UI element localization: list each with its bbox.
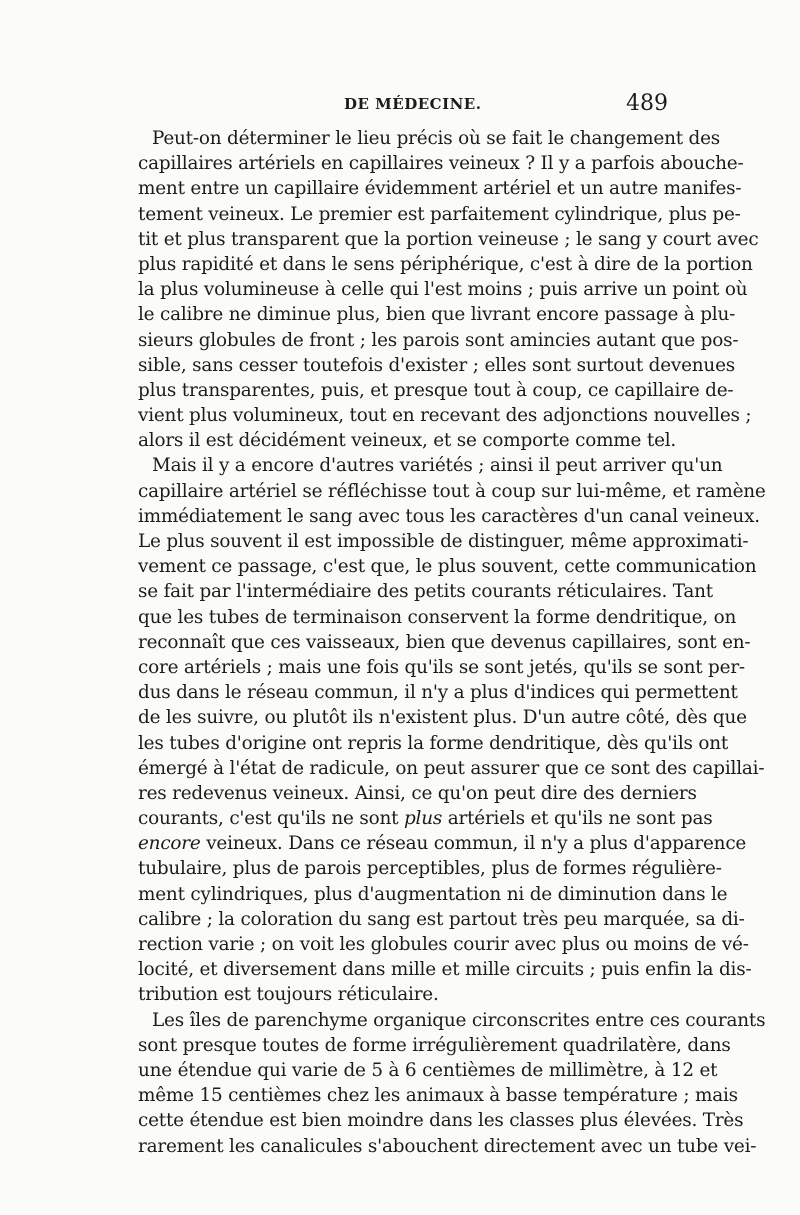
running-title: DE MÉDECINE. [344, 95, 482, 113]
text-line: la plus volumineuse à celle qui l'est moins ; puis arrive un point où [138, 279, 748, 301]
text-line-with-italic [138, 806, 713, 831]
text-line: res redevenus veineux. Ainsi, ce qu'on peut dire des derniers [138, 782, 697, 804]
text-line: core artériels ; mais une fois qu'ils se sont jetés, qu'ils se sont per- [138, 656, 745, 678]
text-line: que les tubes de terminaison conservent la forme dendritique, on [138, 606, 737, 628]
text-line: une étendue qui varie de 5 à 6 centièmes de millimètre, à 12 et [138, 1059, 718, 1081]
page-number: 489 [626, 91, 668, 116]
body-text [138, 126, 766, 1159]
text-line: tement veineux. Le premier est parfaitement cylindrique, plus pe- [138, 203, 741, 225]
text-line: capillaire artériel se réfléchisse tout à coup sur lui-même, et ramène [138, 480, 766, 502]
text-line: calibre ; la coloration du sang est partout très peu marquée, sa di- [138, 908, 745, 930]
text-line: même 15 centièmes chez les animaux à basse température ; mais [138, 1085, 738, 1107]
text-line: Peut-on déterminer le lieu précis où se fait le changement des [152, 128, 721, 149]
text-line: Mais il y a encore d'autres variétés ; ainsi il peut arriver qu'un [152, 455, 723, 477]
text-line: sieurs globules de front ; les parois sont amincies autant que pos- [138, 329, 739, 351]
text-run: artériels et qu'ils ne sont pas [442, 808, 713, 830]
text-line: se fait par l'intermédiaire des petits courants réticulaires. Tant [138, 581, 713, 603]
text-line: dus dans le réseau commun, il n'y a plus d'indices qui permettent [138, 682, 738, 704]
text-line-with-italic [138, 831, 747, 856]
text-line: Les îles de parenchyme organique circonscrites entre ces courants [152, 1009, 766, 1031]
text-line: tubulaire, plus de parois perceptibles, plus de formes régulière- [138, 858, 722, 880]
text-line: tit et plus transparent que la portion veineuse ; le sang y court avec [138, 228, 759, 250]
text-run: veineux. Dans ce réseau commun, il n'y a plus d'apparence [200, 833, 747, 855]
text-line: reconnaît que ces vaisseaux, bien que devenus capillaires, sont en- [138, 631, 751, 653]
text-line: plus transparentes, puis, et presque tout à coup, ce capillaire de- [138, 379, 734, 401]
text-line: sible, sans cesser toutefois d'exister ; elles sont surtout devenues [138, 354, 735, 376]
text-line: rarement les canalicules s'abouchent directement avec un tube vei- [138, 1135, 757, 1157]
text-line: plus rapidité et dans le sens périphérique, c'est à dire de la portion [138, 253, 753, 275]
text-line: émergé à l'état de radicule, on peut assurer que ce sont des capillai- [138, 757, 765, 779]
text-line: rection varie ; on voit les globules courir avec plus ou moins de vé- [138, 934, 749, 955]
italic-word: encore [138, 833, 201, 855]
text-line: locité, et diversement dans mille et mille circuits ; puis enfin la dis- [138, 959, 752, 981]
running-header [138, 91, 668, 119]
text-line: sont presque toutes de forme irrégulièrement quadrilatère, dans [138, 1034, 731, 1056]
text-line: vement ce passage, c'est que, le plus souvent, cette communication [138, 556, 757, 578]
text-line: Le plus souvent il est impossible de distinguer, même approximati- [138, 531, 749, 552]
text-line: les tubes d'origine ont repris la forme dendritique, dès qu'ils ont [138, 732, 729, 754]
text-line: tribution est toujours réticulaire. [138, 984, 439, 1006]
text-line: de les suivre, ou plutôt ils n'existent plus. D'un autre côté, dès que [138, 707, 747, 729]
text-line: capillaires artériels en capillaires veineux ? Il y a parfois abouche- [138, 153, 744, 175]
text-line: alors il est décidément veineux, et se comporte comme tel. [138, 430, 677, 452]
text-line: immédiatement le sang avec tous les caractères d'un canal veineux. [138, 505, 760, 527]
text-line: cette étendue est bien moindre dans les classes plus élevées. Très [138, 1110, 744, 1132]
text-line: le calibre ne diminue plus, bien que livrant encore passage à plu- [138, 304, 736, 326]
text-line: vient plus volumineux, tout en recevant des adjonctions nouvelles ; [138, 405, 752, 427]
italic-word: plus [403, 808, 443, 830]
text-line: ment entre un capillaire évidemment artériel et un autre manifes- [138, 178, 742, 200]
text-line: ment cylindriques, plus d'augmentation ni de diminution dans le [138, 883, 728, 905]
text-run: courants, c'est qu'ils ne sont [138, 808, 404, 830]
